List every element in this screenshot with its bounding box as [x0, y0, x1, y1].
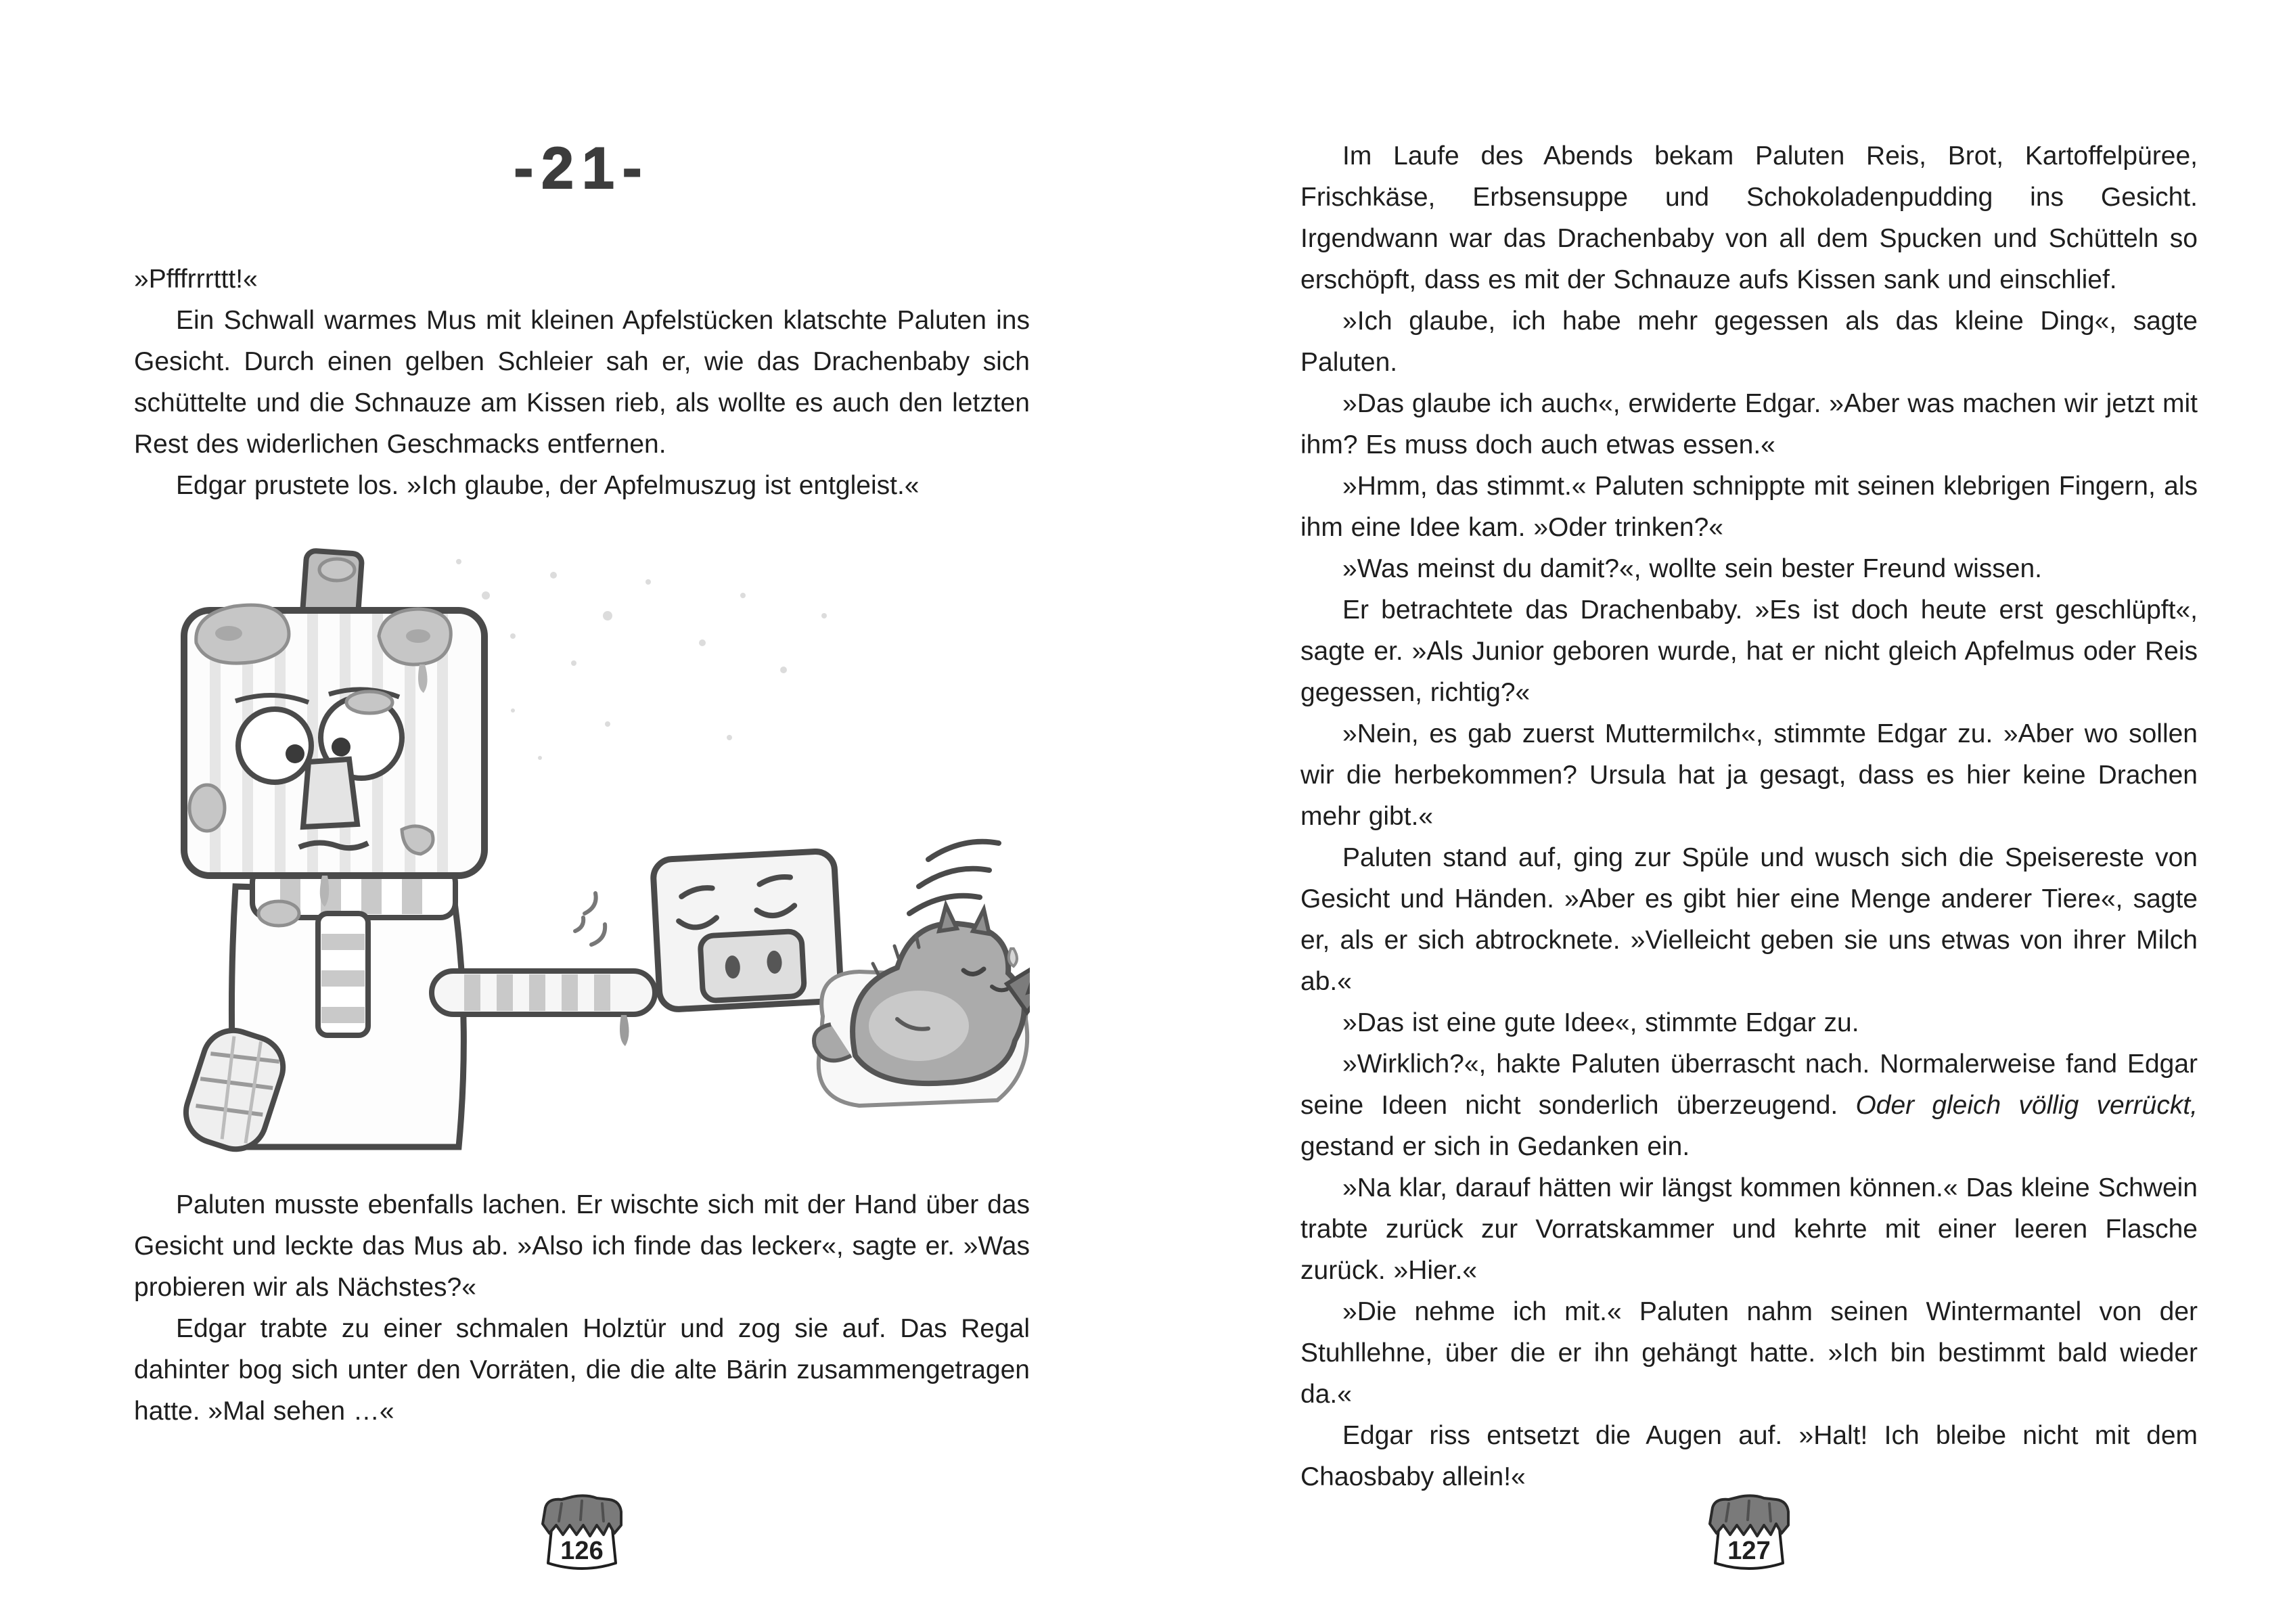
body-text: Ein Schwall warmes Mus mit kleinen Apfelstücken klatschte Paluten ins Gesicht. Durch einen gelben Schleier sah er, wie das Drachenbaby sich schüttelte und die Schnauze am Kissen rieb, als wollte es auch den letzten Rest des widerlichen Geschmacks entfernen. — [134, 306, 1030, 459]
body-text: Edgar prustete los. »Ich glaube, der Apfelmuszug ist entgleist.« — [176, 471, 920, 500]
page-number: 126 — [560, 1537, 604, 1565]
paragraph — [1300, 837, 2198, 1002]
paragraph — [1300, 466, 2198, 548]
paragraph — [1300, 135, 2198, 300]
body-text: Paluten musste ebenfalls lachen. Er wischte sich mit der Hand über das Gesicht und leckte das Mus ab. »Also ich finde das lecker«, sagte er. »Was probieren wir als Nächstes?« — [134, 1190, 1030, 1302]
paragraph — [1300, 1291, 2198, 1415]
body-text: »Nein, es gab zuerst Muttermilch«, stimmte Edgar zu. »Aber wo sollen wir die herbekommen? Ursula hat ja gesagt, dass es hier keine Drachen mehr gibt.« — [1300, 719, 2198, 831]
paragraph — [134, 1308, 1030, 1432]
body-text: »Wirklich?«, hakte Paluten überrascht nach. Normalerweise fand Edgar seine Ideen nicht sonderlich überzeugend. — [1300, 1050, 2198, 1120]
page-number: 127 — [1727, 1537, 1771, 1565]
paragraph — [134, 1184, 1030, 1308]
body-text: »Ich glaube, ich habe mehr gegessen als das kleine Ding«, sagte Paluten. — [1300, 307, 2198, 377]
page-number-block-right — [1706, 1494, 1792, 1575]
dragon-baby-scene — [814, 842, 1030, 1106]
paragraph — [1300, 589, 2198, 713]
paragraph — [134, 465, 1030, 506]
sauce-drip — [620, 1015, 629, 1046]
paragraph — [134, 300, 1030, 465]
page-right — [1300, 0, 2198, 1624]
edgar-pig — [652, 851, 841, 1010]
paragraph — [1300, 548, 2198, 589]
paragraph — [1300, 713, 2198, 837]
page-number-block-left — [539, 1494, 625, 1575]
snort-puffs — [575, 893, 605, 945]
paluten-nose — [303, 759, 357, 827]
paragraph — [1300, 1167, 2198, 1291]
body-text: Im Laufe des Abends bekam Paluten Reis, Brot, Kartoffelpüree, Frischkäse, Erbsensuppe und Schokoladenpudding ins Gesicht. Irgendwann war das Drachenbaby von all dem Spucken und Schütteln so erschöpft, dass es mit der Schnauze aufs Kissen sank und einschlief. — [1300, 141, 2198, 294]
paluten-eye-left — [238, 709, 311, 782]
splatter-dots — [456, 559, 827, 760]
page-left — [134, 0, 1030, 1624]
body-text: Edgar trabte zu einer schmalen Holztür und zog sie auf. Das Regal dahinter bog sich unter den Vorräten, die die alte Bärin zusammengetragen hatte. »Mal sehen …« — [134, 1314, 1030, 1426]
paragraph — [134, 258, 1030, 300]
body-text: Edgar riss entsetzt die Augen auf. »Halt! Ich bleibe nicht mit dem Chaosbaby allein!« — [1300, 1421, 2198, 1491]
paragraph — [1300, 1415, 2198, 1497]
body-text: Paluten stand auf, ging zur Spüle und wusch sich die Speisereste von Gesicht und Händen. »Aber es gibt hier eine Menge anderer Tiere«, sagte er, als er sich abtrocknete. »Vielleicht geben sie uns etwas von ihrer Milch ab.« — [1300, 843, 2198, 996]
dragon-horn-right — [973, 909, 989, 934]
right-text — [1300, 135, 2198, 1497]
body-text: »Hmm, das stimmt.« Paluten schnippte mit seinen klebrigen Fingern, als ihm eine Idee kam. »Oder trinken?« — [1300, 472, 2198, 542]
body-text: »Was meinst du damit?«, wollte sein bester Freund wissen. — [1342, 554, 2043, 583]
body-text: »Pfffrrrttt!« — [134, 265, 258, 294]
body-text: »Na klar, darauf hätten wir längst kommen können.« Das kleine Schwein trabte zurück zur Vorratskammer und kehrte mit einer leeren Flasche zurück. »Hier.« — [1300, 1173, 2198, 1285]
body-text: »Das glaube ich auch«, erwiderte Edgar. »Aber was machen wir jetzt mit ihm? Es muss doch auch etwas essen.« — [1300, 389, 2198, 459]
edgar-snout — [700, 931, 804, 1001]
chapter-illustration — [134, 535, 1030, 1164]
emphasis-text: Oder gleich völlig verrückt, — [1855, 1091, 2198, 1120]
sweat-drop — [1009, 949, 1017, 966]
paluten-character — [178, 550, 655, 1157]
paragraph — [1300, 1043, 2198, 1167]
body-text: »Das ist eine gute Idee«, stimmte Edgar zu. — [1342, 1008, 1859, 1037]
paragraph — [1300, 383, 2198, 466]
paragraph — [1300, 1002, 2198, 1043]
motion-lines — [909, 842, 999, 914]
left-text-bottom — [134, 1184, 1030, 1432]
chapter-heading: -21- — [514, 136, 650, 201]
body-text: gestand er sich in Gedanken ein. — [1300, 1132, 1690, 1161]
left-text-top — [134, 258, 1030, 506]
paragraph — [1300, 300, 2198, 383]
body-text: Er betrachtete das Drachenbaby. »Es ist doch heute erst geschlüpft«, sagte er. »Als Junior geboren wurde, hat er nicht gleich Apfelmus oder Reis gegessen, richtig?« — [1300, 595, 2198, 707]
body-text: »Die nehme ich mit.« Paluten nahm seinen Wintermantel von der Stuhllehne, über die er ihn gehängt hatte. »Ich bin bestimmt bald wieder da.« — [1300, 1297, 2198, 1409]
dragon-horn-left — [939, 905, 957, 931]
